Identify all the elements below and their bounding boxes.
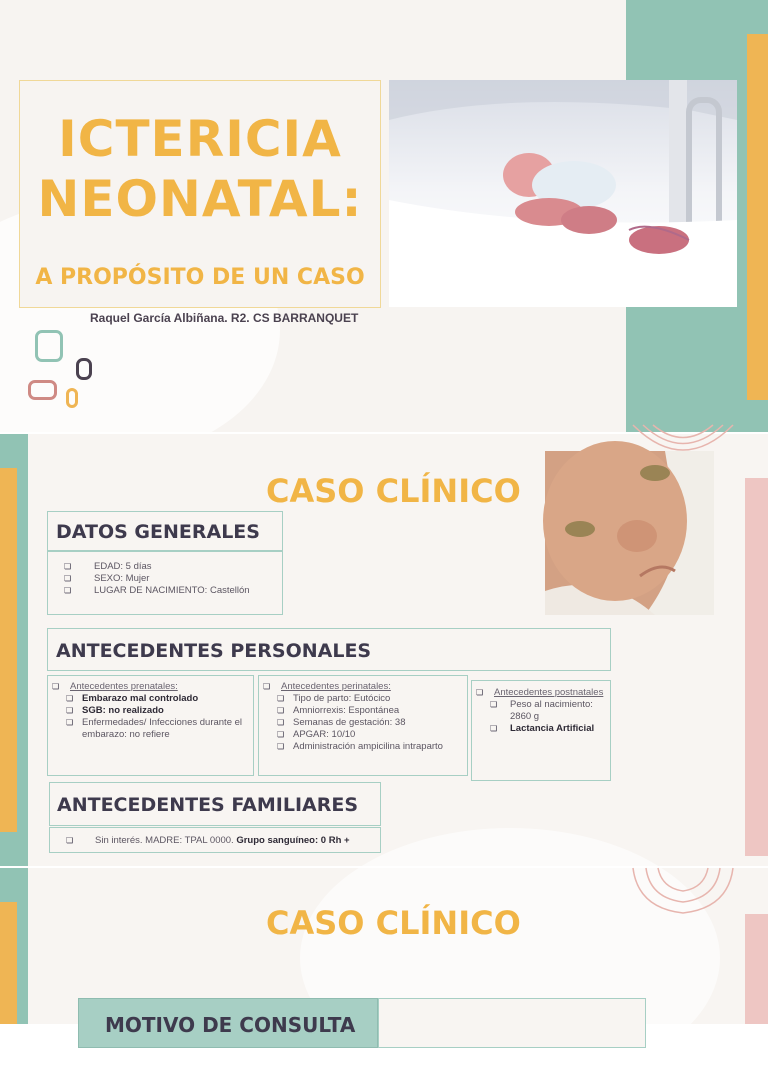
case-slide-2 xyxy=(0,868,768,1037)
slide-subtitle: A PROPÓSITO DE UN CASO xyxy=(35,265,365,290)
antecedentes-familiares-header-box xyxy=(49,782,381,826)
newborn-face-photo xyxy=(545,451,714,615)
decorative-contour-lines xyxy=(628,868,738,918)
motivo-consulta-box xyxy=(78,998,378,1048)
list-item: ❏ EDAD: 5 días xyxy=(64,561,250,573)
slide-title: ICTERICIA NEONATAL: xyxy=(37,110,363,228)
list-item: ❏ Antecedentes perinatales: xyxy=(263,681,465,693)
case-slide xyxy=(0,434,768,866)
list-item: ❏ SGB: no realizado xyxy=(52,705,250,717)
datos-generales-header-box xyxy=(47,511,283,551)
list-item: ❏ Peso al nacimiento: 2860 g xyxy=(476,699,608,723)
decorative-dark-rounded-square xyxy=(76,358,92,380)
list-item: ❏ Administración ampicilina intraparto xyxy=(263,741,465,753)
section-heading: CASO CLÍNICO xyxy=(266,904,521,942)
list-item: ❏ Lactancia Artificial xyxy=(476,723,608,735)
list-item: ❏ Amniorrexis: Espontánea xyxy=(263,705,465,717)
antecedentes-personales-header-box xyxy=(47,628,611,671)
postnatales-box xyxy=(471,680,611,781)
list-item: ❏ Embarazo mal controlado xyxy=(52,693,250,705)
list-item: ❏ APGAR: 10/10 xyxy=(263,729,465,741)
motivo-consulta-body-box xyxy=(378,998,646,1048)
perinatales-list xyxy=(263,681,465,753)
list-item: ❏ Enfermedades/ Infecciones durante el embarazo: no refiere xyxy=(52,717,250,741)
datos-generales-list xyxy=(64,561,250,597)
yellow-side-strip xyxy=(0,468,17,832)
datos-generales-title: DATOS GENERALES xyxy=(56,521,260,543)
prenatales-list xyxy=(52,681,250,741)
postnatales-list xyxy=(476,687,608,735)
yellow-side-strip xyxy=(0,902,17,1024)
author-line: Raquel García Albiñana. R2. CS BARRANQUET xyxy=(90,311,359,325)
antecedentes-familiares-body-box xyxy=(49,827,381,853)
newborn-incubator-photo xyxy=(389,80,737,307)
antecedentes-familiares-title: ANTECEDENTES FAMILIARES xyxy=(57,794,359,816)
list-item: ❏ Tipo de parto: Eutócico xyxy=(263,693,465,705)
background-blob xyxy=(300,828,720,1088)
list-item: ❏ SEXO: Mujer xyxy=(64,573,250,585)
antecedentes-personales-title: ANTECEDENTES PERSONALES xyxy=(56,640,372,662)
prenatales-box xyxy=(47,675,254,776)
decorative-teal-rounded-square xyxy=(35,330,63,362)
perinatales-box xyxy=(258,675,468,776)
decorative-yellow-rounded-square xyxy=(66,388,78,408)
list-item: ❏ Semanas de gestación: 38 xyxy=(263,717,465,729)
decorative-pink-rounded-square xyxy=(28,380,57,400)
list-item: ❏ Antecedentes postnatales xyxy=(476,687,608,699)
datos-generales-body-box xyxy=(47,551,283,615)
yellow-side-strip xyxy=(747,34,768,400)
list-item: ❏ Sin interés. MADRE: TPAL 0000. Grupo sanguíneo: 0 Rh + xyxy=(66,835,378,847)
title-slide xyxy=(0,0,768,432)
list-item: ❏ LUGAR DE NACIMIENTO: Castellón xyxy=(64,585,250,597)
section-heading: CASO CLÍNICO xyxy=(266,472,521,510)
title-box xyxy=(19,80,381,308)
motivo-consulta-title: MOTIVO DE CONSULTA xyxy=(105,1013,356,1037)
list-item: ❏ Antecedentes prenatales: xyxy=(52,681,250,693)
pink-side-strip xyxy=(745,914,768,1024)
antecedentes-familiares-list xyxy=(66,835,378,847)
pink-side-strip xyxy=(745,478,768,856)
